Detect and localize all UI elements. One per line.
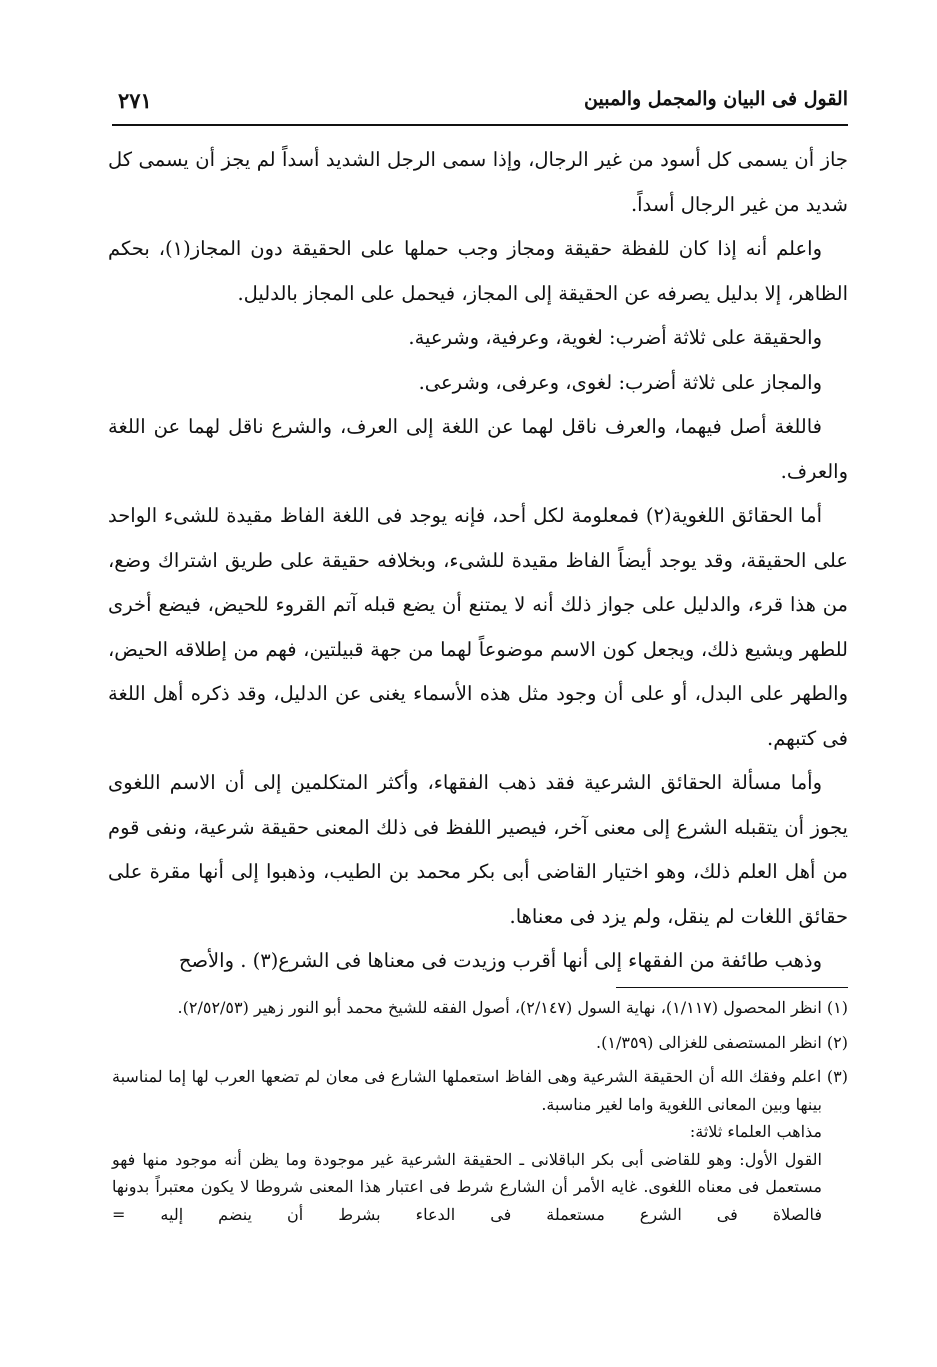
footnote-1: (١) انظر المحصول (١/١١٧)، نهاية السول (٢/١٤٧)، أصول الفقه للشيخ محمد أبو النور زهير (٢/٥٢/٥٣). xyxy=(177,998,848,1017)
paragraph-8: وذهب طائفة من الفقهاء إلى أنها أقرب وزيدت فى معناها فى الشرع(٣) . والأصح xyxy=(178,949,822,972)
footnote-3-subheading: مذاهب العلماء ثلاثة: xyxy=(689,1122,822,1141)
footnote-2: (٢) انظر المستصفى للغزالى (١/٣٥٩). xyxy=(596,1032,848,1052)
running-title: القول فى البيان والمجمل والمبين xyxy=(584,88,848,110)
page-header xyxy=(112,88,848,120)
footnote-3-continuation: القول الأول: وهو للقاضى أبى بكر الباقلانى ـ الحقيقة الشرعية غير موجودة وما يظن أنه موجود منها فهو مستعمل فى معناه اللغوى. غايه الأمر أن الشارع شرط فى اعتبار هذا المعنى شروطا لا يكون معتبراً بدونها فالصلاة فى الشرع مستعملة فى الدعاء بشرط أن ينضم إليه = xyxy=(112,1149,822,1224)
footnote-divider xyxy=(616,987,848,988)
paragraph-4: والمجاز على ثلاثة أضرب: لغوى، وعرفى، وشرعى. xyxy=(418,370,822,394)
paragraph-6: أما الحقائق اللغوية(٢) فمعلومة لكل أحد، فإنه يوجد فى اللغة الفاظ مقيدة للشىء الواحد على الحقيقة، وقد يوجد أيضاً الفاظ مقيدة للشىء، وبخلافه حقيقة على طريق اشتراك وضع، من هذا قرء، والدليل على جواز ذلك أنه لا يمتنع أن يضع قبله آتم القروء للحيض، فيضع أخرى للطهر ويشيع ذلك، ويجعل كون الاسم موضوعاً لهما من جهة قبيلتين، فهم من إطلاقه الحيض، والطهر على البدل، أو على أن وجود مثل هذه الأسماء يغنى عن الدليل، وقد ذكره أهل اللغة فى كتبهم. xyxy=(108,504,848,750)
footnote-3: (٣) اعلم وفقك الله أن الحقيقة الشرعية وهى الفاظ استعملها الشارع فى معان لم تضعها العرب لها إما لمناسبة بينها وبين المعانى اللغوية واما لغير مناسبة. xyxy=(112,1067,849,1114)
paragraph-5: فاللغة أصل فيهما، والعرف ناقل لهما عن اللغة إلى العرف، والشرع ناقل لهما عن اللغة والعرف. xyxy=(108,415,848,483)
footnotes xyxy=(112,994,848,1228)
header-divider xyxy=(112,124,848,126)
paragraph-1: جاز أن يسمى كل أسود من غير الرجال، وإذا سمى الرجل الشديد أسداً لم يجز أن يسمى كل شديد من غير الرجال أسداً. xyxy=(108,148,848,216)
page-number: ٢٧١ xyxy=(118,88,152,113)
main-text xyxy=(108,138,848,984)
paragraph-2: واعلم أنه إذا كان للفظة حقيقة ومجاز وجب حملها على الحقيقة دون المجاز(١)، بحكم الظاهر، إلا بدليل يصرفه عن الحقيقة إلى المجاز، فيحمل على المجاز بالدليل. xyxy=(108,237,848,305)
paragraph-3: والحقيقة على ثلاثة أضرب: لغوية، وعرفية، وشرعية. xyxy=(408,326,822,349)
paragraph-7: وأما مسألة الحقائق الشرعية فقد ذهب الفقهاء، وأكثر المتكلمين إلى أن الاسم اللغوى يجوز أن يتقبله الشرع إلى معنى آخر، فيصير اللفظ فى ذلك المعنى حقيقة شرعية، ونفى قوم من أهل العلم ذلك، وهو اختيار القاضى أبى بكر محمد بن الطيب، وذهبوا إلى أنها مقرة على حقائق اللغات لم ينقل، ولم يزد فى معناها. xyxy=(108,771,848,928)
